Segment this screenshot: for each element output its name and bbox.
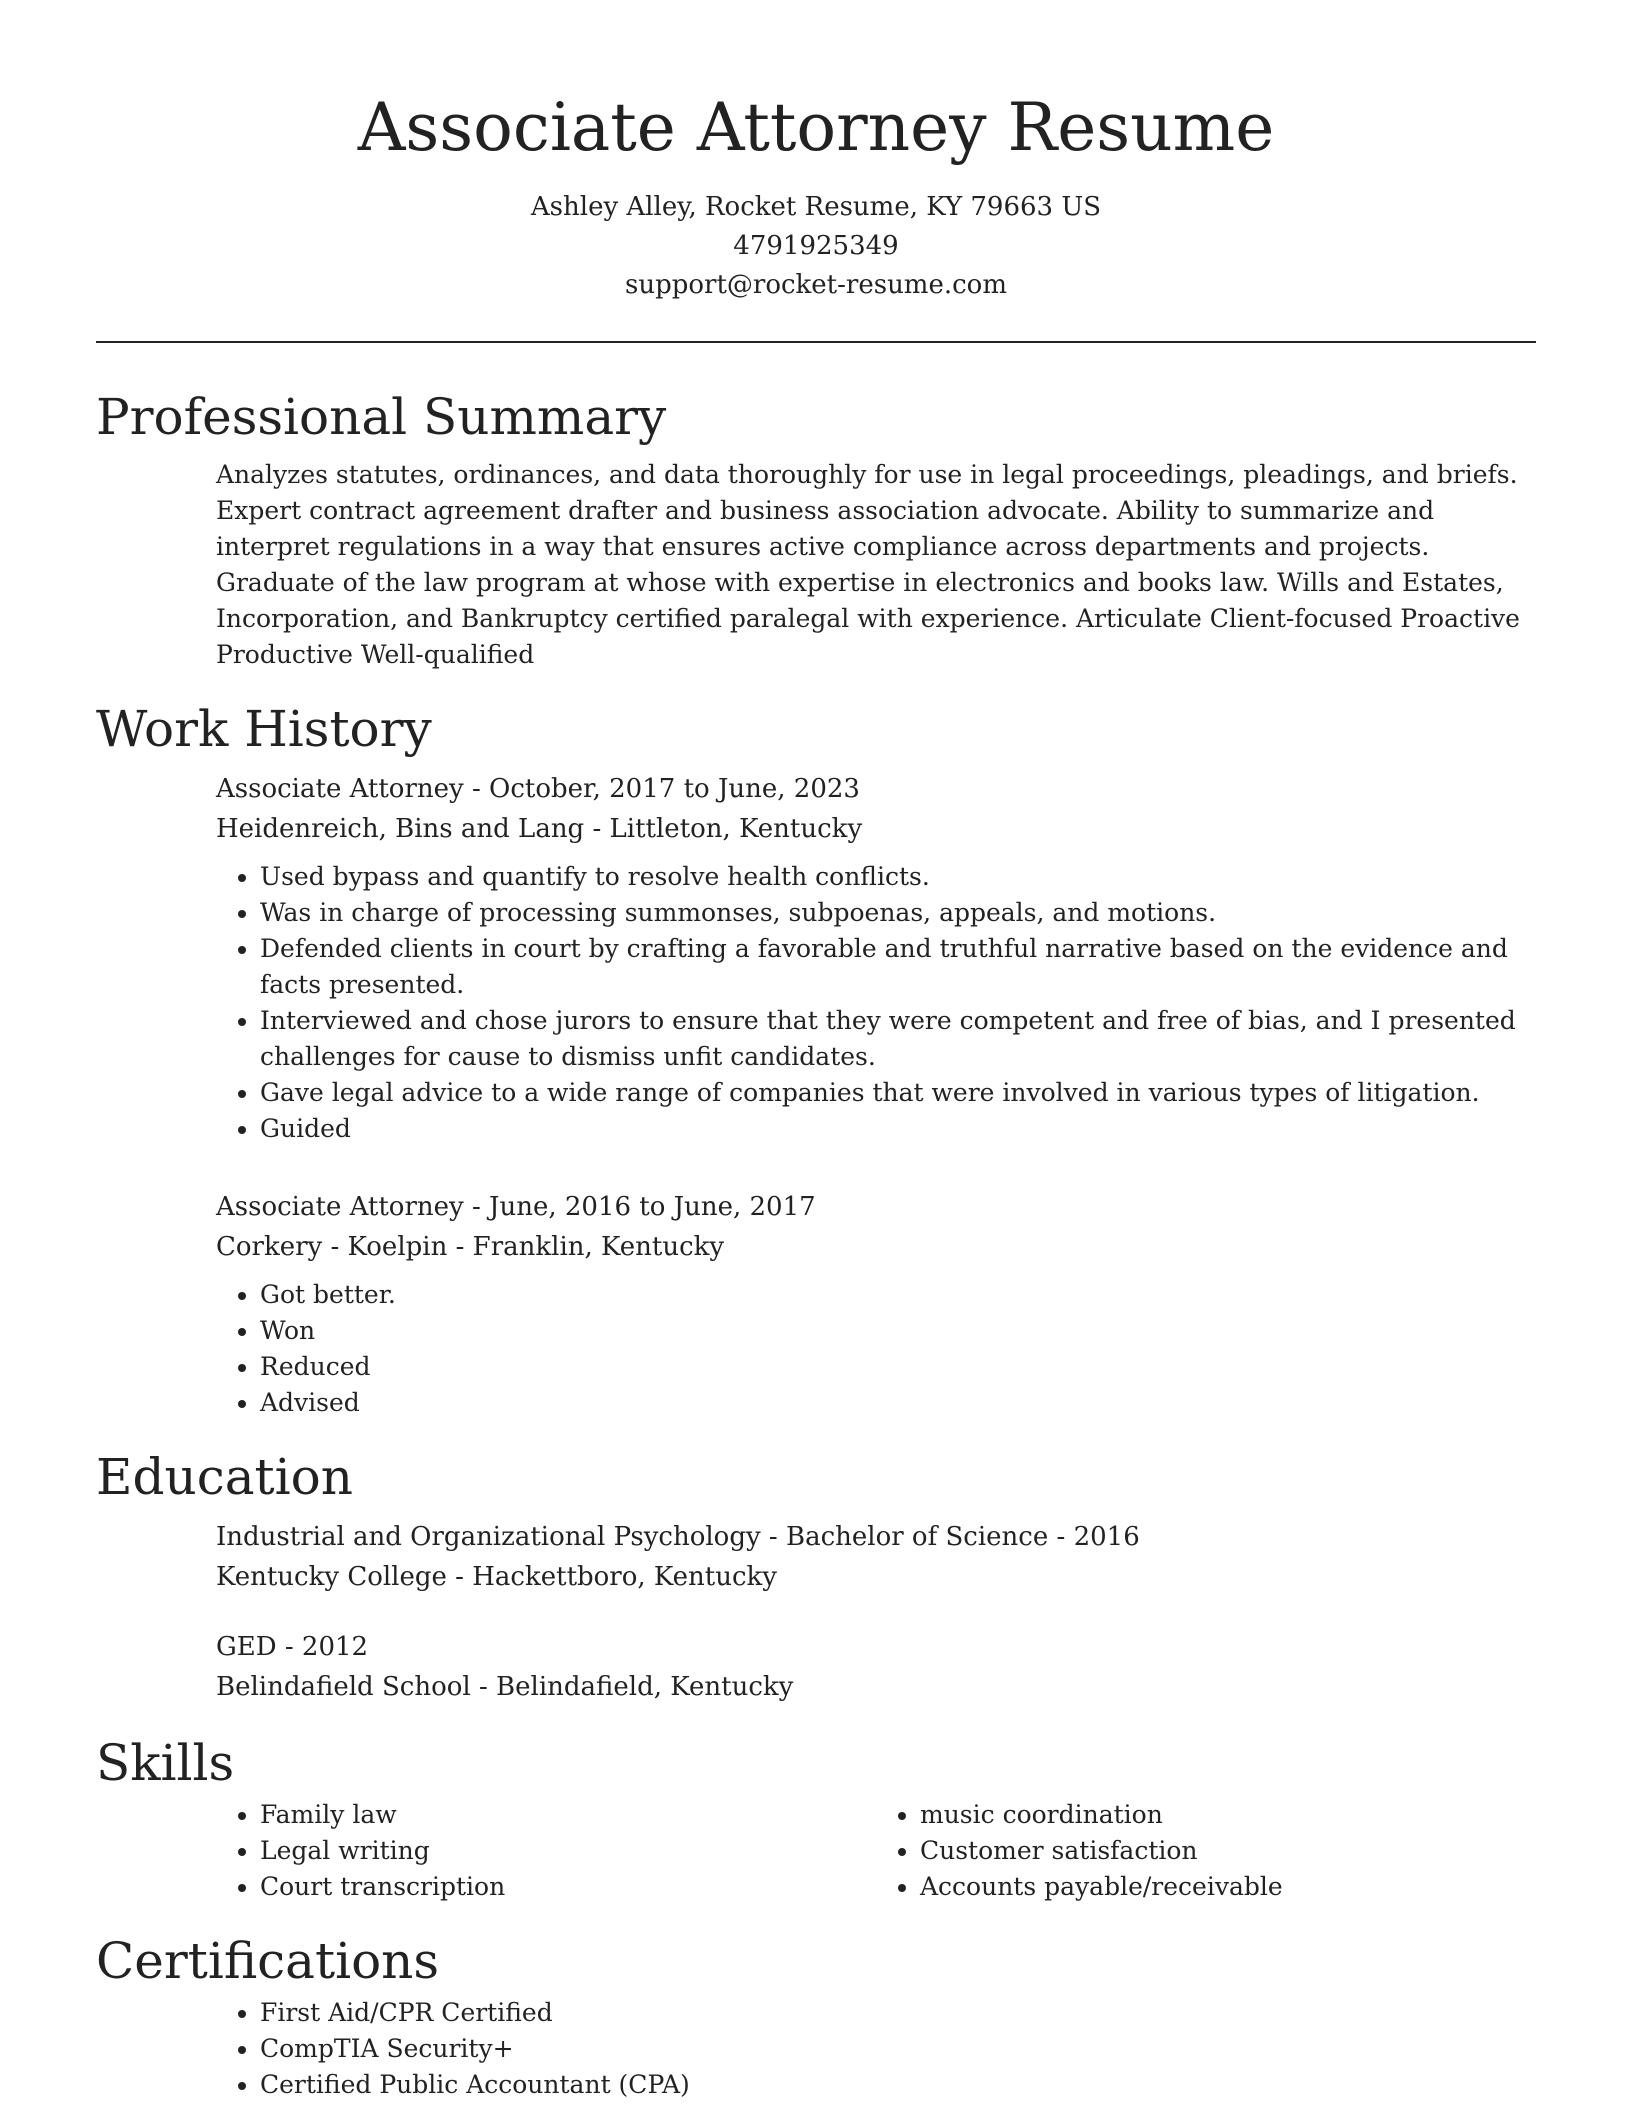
list-item: • music coordination <box>920 1797 1536 1833</box>
education-degree: GED <box>216 1632 277 1662</box>
education-year: - 2012 <box>276 1632 369 1662</box>
list-item: • CompTIA Security+ <box>260 2031 1536 2067</box>
list-item: • First Aid/CPR Certified <box>260 1995 1536 2031</box>
job-dates: - June, 2016 to June, 2017 <box>463 1192 816 1222</box>
section-heading: Professional Summary <box>96 388 667 446</box>
section-education <box>96 1447 1536 1707</box>
section-professional-summary <box>96 387 1536 673</box>
list-item: • Interviewed and chose jurors to ensure that they were competent and free of bias, and I presented challenges for cause to dismiss unfit candidates. <box>260 1003 1536 1075</box>
education-school-line <box>216 1667 1536 1707</box>
education-school: Belindafield School <box>216 1672 471 1702</box>
contact-email: support@rocket-resume.com <box>624 270 1007 300</box>
job-title-line <box>216 1187 1536 1227</box>
list-item: • Was in charge of processing summonses, subpoenas, appeals, and motions. <box>260 895 1536 931</box>
job-location: - Littleton, Kentucky <box>584 814 863 844</box>
section-heading: Education <box>96 1448 353 1506</box>
education-entry <box>216 1517 1536 1597</box>
contact-info <box>96 188 1536 305</box>
section-certifications <box>96 1931 1536 2103</box>
summary-text: Analyzes statutes, ordinances, and data thoroughly for use in legal proceedings, pleadings, and briefs. Expert contract agreement drafter and business association advocate. Ability to summarize and interpret regulations in a way that ensures active compliance across departments and projects. Graduate of the law program at whose with expertise in electronics and books law. Wills and Estates, Incorporation, and Bankruptcy certified paralegal with experience. Articulate Client-focused Proactive Productive Well-qualified <box>216 460 1520 669</box>
contact-address: Ashley Alley, Rocket Resume, KY 79663 US <box>530 192 1102 222</box>
list-item: • Reduced <box>260 1349 1536 1385</box>
list-item: • Used bypass and quantify to resolve health conflicts. <box>260 859 1536 895</box>
job-company: Corkery - Koelpin <box>216 1232 448 1262</box>
list-item: • Certified Public Accountant (CPA) <box>260 2067 1536 2103</box>
education-degree-line <box>216 1627 1536 1667</box>
list-item: • Family law <box>260 1797 876 1833</box>
job-company-line <box>216 809 1536 849</box>
resume-page <box>96 0 1536 2103</box>
education-school: Kentucky College <box>216 1562 447 1592</box>
skills-column-right <box>876 1797 1536 1905</box>
list-item: • Customer satisfaction <box>920 1833 1536 1869</box>
job-bullets <box>216 1277 1536 1421</box>
list-item: • Won <box>260 1313 1536 1349</box>
contact-phone: 4791925349 <box>733 231 899 261</box>
list-item: • Legal writing <box>260 1833 876 1869</box>
list-item: • Advised <box>260 1385 1536 1421</box>
education-school-line <box>216 1557 1536 1597</box>
resume-header <box>96 0 1536 305</box>
job-entry <box>216 1187 1536 1421</box>
certifications-list <box>216 1995 1536 2103</box>
section-heading: Certifications <box>96 1932 440 1990</box>
education-degree: Industrial and Organizational Psychology - Bachelor of Science <box>216 1522 1049 1552</box>
job-entry <box>216 769 1536 1147</box>
skills-column-left <box>216 1797 876 1905</box>
list-item: • Defended clients in court by crafting a favorable and truthful narrative based on the evidence and facts presented. <box>260 931 1536 1003</box>
education-location: - Belindafield, Kentucky <box>470 1672 794 1702</box>
list-item: • Court transcription <box>260 1869 876 1905</box>
job-company-line <box>216 1227 1536 1267</box>
education-location: - Hackettboro, Kentucky <box>446 1562 777 1592</box>
section-heading: Work History <box>96 700 432 758</box>
list-item: • Accounts payable/receivable <box>920 1869 1536 1905</box>
job-company: Heidenreich, Bins and Lang <box>216 814 585 844</box>
section-heading: Skills <box>96 1734 235 1792</box>
section-work-history <box>96 699 1536 1421</box>
education-year: - 2016 <box>1048 1522 1140 1552</box>
page-title: Associate Attorney Resume <box>357 89 1275 166</box>
list-item: • Gave legal advice to a wide range of companies that were involved in various types of litigation. <box>260 1075 1536 1111</box>
list-item: • Got better. <box>260 1277 1536 1313</box>
job-title: Associate Attorney <box>216 774 464 804</box>
education-degree-line <box>216 1517 1536 1557</box>
section-skills <box>96 1733 1536 1905</box>
job-title: Associate Attorney <box>216 1192 464 1222</box>
job-location: - Franklin, Kentucky <box>447 1232 725 1262</box>
header-divider <box>96 341 1536 343</box>
skills-grid <box>216 1797 1536 1905</box>
job-bullets <box>216 859 1536 1147</box>
education-entry <box>216 1627 1536 1707</box>
job-title-line <box>216 769 1536 809</box>
job-dates: - October, 2017 to June, 2023 <box>463 774 860 804</box>
list-item: • Guided <box>260 1111 1536 1147</box>
